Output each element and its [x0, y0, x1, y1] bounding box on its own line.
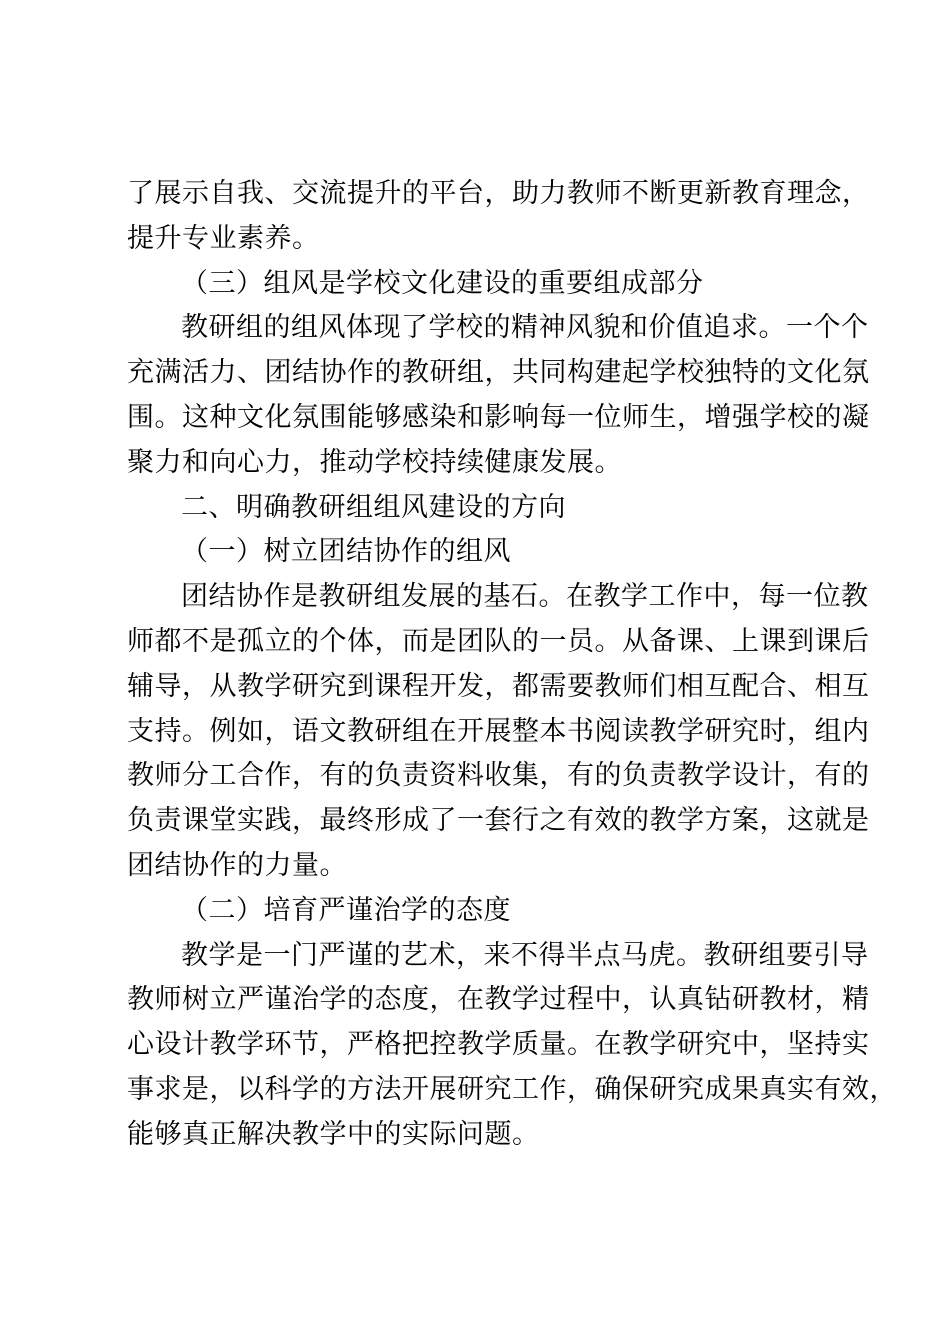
body-paragraph [127, 934, 897, 1158]
text-line: 能够真正解决教学中的实际问题。 [127, 1118, 540, 1150]
text-line: （二）培育严谨治学的态度 [181, 894, 511, 926]
section-heading [127, 889, 847, 934]
text-line: 充满活力、团结协作的教研组，共同构建起学校独特的文化氛 [127, 357, 870, 389]
section-heading [127, 262, 847, 307]
section-heading [127, 530, 847, 575]
body-paragraph [127, 575, 870, 889]
text-line: 心设计教学环节，严格把控教学质量。在教学研究中，坚持实 [127, 1029, 870, 1061]
text-line: 支持。例如，语文教研组在开展整本书阅读教学研究时，组内 [127, 715, 870, 747]
text-line: 师都不是孤立的个体，而是团队的一员。从备课、上课到课后 [127, 625, 870, 657]
text-line: 团结协作的力量。 [127, 849, 347, 881]
text-line: 围。这种文化氛围能够感染和影响每一位师生，增强学校的凝 [127, 401, 870, 433]
text-line: （三）组风是学校文化建设的重要组成部分 [181, 267, 704, 299]
section-heading [127, 486, 847, 531]
text-line: 二、明确教研组组风建设的方向 [181, 491, 566, 523]
text-line: （一）树立团结协作的组风 [181, 536, 511, 568]
body-paragraph [127, 306, 870, 485]
text-line: 教师树立严谨治学的态度，在教学过程中，认真钻研教材，精 [127, 984, 870, 1016]
text-line: 聚力和向心力，推动学校持续健康发展。 [127, 446, 622, 478]
text-line: 辅导，从教学研究到课程开发，都需要教师们相互配合、相互 [127, 670, 870, 702]
text-line: 团结协作是教研组发展的基石。在教学工作中，每一位教 [181, 581, 869, 613]
text-line: 提升专业素养。 [127, 222, 320, 254]
text-line: 教师分工合作，有的负责资料收集，有的负责教学设计，有的 [127, 760, 870, 792]
text-line: 了展示自我、交流提升的平台，助力教师不断更新教育理念， [127, 178, 870, 209]
text-line: 教学是一门严谨的艺术，来不得半点马虎。教研组要引导 [181, 939, 869, 971]
text-line: 教研组的组风体现了学校的精神风貌和价值追求。一个个 [181, 312, 869, 344]
text-line: 事求是，以科学的方法开展研究工作，确保研究成果真实有效， [127, 1073, 897, 1105]
document-body [127, 172, 897, 1158]
document-page [127, 172, 897, 1158]
body-paragraph [127, 172, 870, 262]
text-line: 负责课堂实践，最终形成了一套行之有效的教学方案，这就是 [127, 805, 870, 837]
